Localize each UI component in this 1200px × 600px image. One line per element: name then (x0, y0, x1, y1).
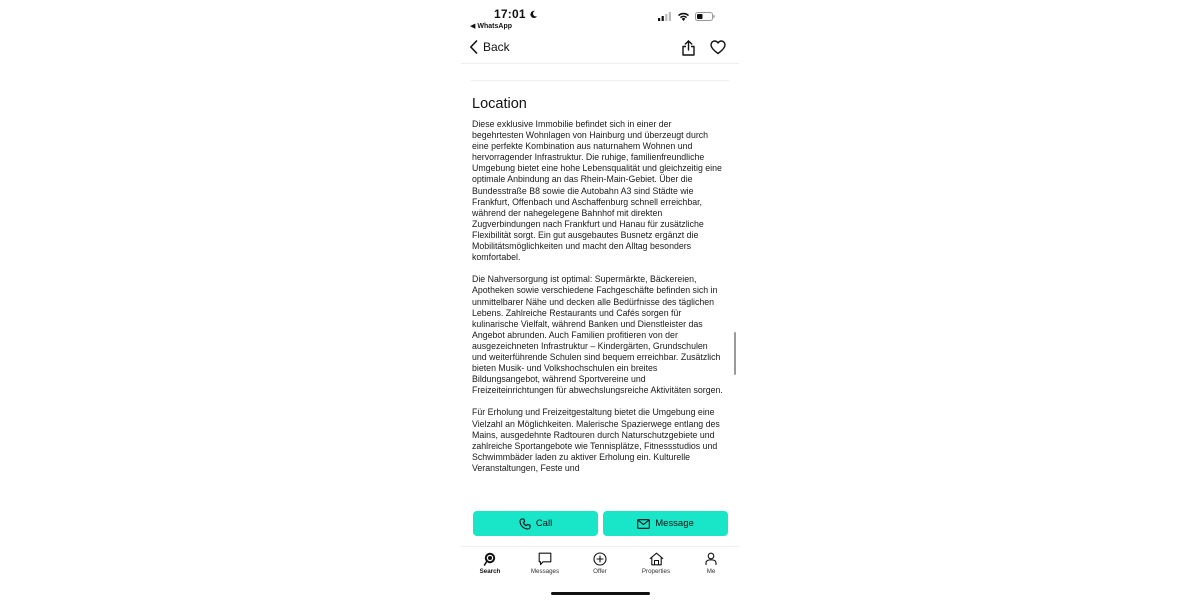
share-button[interactable] (681, 40, 696, 61)
message-button-label: Message (655, 518, 694, 529)
back-button-label: Back (483, 40, 510, 54)
tab-offer[interactable] (572, 552, 628, 575)
call-button-label: Call (535, 518, 553, 529)
signal-icon (658, 12, 672, 21)
phone-icon (519, 518, 531, 530)
section-title: Location (472, 96, 527, 112)
call-button[interactable] (473, 511, 598, 536)
tab-label: Search (479, 568, 501, 575)
status-time-text: 17:01 (494, 7, 526, 21)
tab-me[interactable] (683, 552, 739, 575)
location-section (472, 92, 724, 498)
tab-label: Me (706, 568, 716, 575)
moon-icon (529, 10, 538, 19)
section-divider (471, 80, 729, 81)
house-icon (649, 552, 664, 566)
heart-icon (710, 40, 726, 55)
location-paragraph: Diese exklusive Immobilie befindet sich in einer der begehrtesten Wohnlagen von Hainburg und überzeugt durch eine perfekte Kombination aus naturnahem Wohnen und hervorragender Infrastruktur. Die ruhige, familienfreundliche Umgebung bietet eine hohe Lebensqualität und gleichzeitig eine optimale Anbindung an das Rhein-Main-Gebiet. Über die Bundesstraße B8 sowie die Autobahn A3 sind Städte wie Frankfurt, Offenbach und Aschaffenburg schnell erreichbar, während der nahegelegene Bahnhof mit direkten Zugverbindungen nach Frankfurt und Hanau für zusätzliche Flexibilität sorgt. Ein gut ausgebautes Busnetz ergänzt die Mobilitätsmöglichkeiten und macht den Alltag besonders komfortabel. (472, 119, 722, 263)
home-indicator[interactable] (551, 592, 650, 595)
tab-bar (461, 546, 739, 587)
scrollbar[interactable] (734, 332, 736, 375)
status-indicators (658, 12, 715, 21)
favorite-button[interactable] (710, 40, 726, 60)
status-back-app-label: WhatsApp (477, 22, 512, 30)
status-time (494, 7, 538, 21)
chat-icon (538, 552, 552, 566)
message-button[interactable] (603, 511, 728, 536)
back-triangle-icon: ◀ (470, 23, 476, 30)
navigation-bar (461, 36, 739, 64)
battery-icon (695, 12, 715, 21)
chevron-left-icon (469, 40, 478, 54)
location-paragraph: Die Nahversorgung ist optimal: Supermärkte, Bäckereien, Apotheken sowie verschiedene Fachgeschäfte befinden sich in unmittelbarer Nähe und decken alle Bedürfnisse des täglichen Lebens. Zahlreiche Restaurants und Cafés sorgen für kulinarische Vielfalt, während Banken und Dienstleister das Angebot abrunden. Auch Familien profitieren von der ausgezeichneten Infrastruktur – Kindergärten, Grundschulen und weiterführende Schulen sind bequem erreichbar. Zusätzlich bieten Musik- und Volkshochschulen ein breites Bildungsangebot, während Sportvereine und Freizeiteinrichtungen für abwechslungsreiche Aktivitäten sorgen. (472, 274, 723, 396)
person-icon (705, 552, 717, 566)
share-icon (681, 40, 696, 56)
envelope-icon (637, 519, 650, 529)
search-icon (483, 552, 497, 566)
tab-label: Messages (530, 568, 560, 575)
tab-label: Properties (641, 568, 671, 575)
tab-properties[interactable] (628, 552, 684, 575)
plus-circle-icon (593, 552, 607, 566)
tab-messages[interactable] (517, 552, 573, 575)
tab-search[interactable] (462, 552, 518, 575)
wifi-icon (677, 12, 690, 21)
back-button[interactable] (469, 40, 510, 54)
status-back-to-app[interactable] (470, 22, 512, 30)
location-paragraph: Für Erholung und Freizeitgestaltung bietet die Umgebung eine Vielzahl an Möglichkeiten. Malerische Spazierwege entlang des Mains, ausgedehnte Radtouren durch Naturschutzgebiete und zahlreiche Sportangebote wie Tennisplätze, Fitnessstudios und Schwimmbäder laden zu aktiver Erholung ein. Kulturelle Veranstaltungen, Feste und (472, 407, 720, 473)
tab-label: Offer (593, 568, 607, 575)
phone-screen (461, 0, 739, 600)
